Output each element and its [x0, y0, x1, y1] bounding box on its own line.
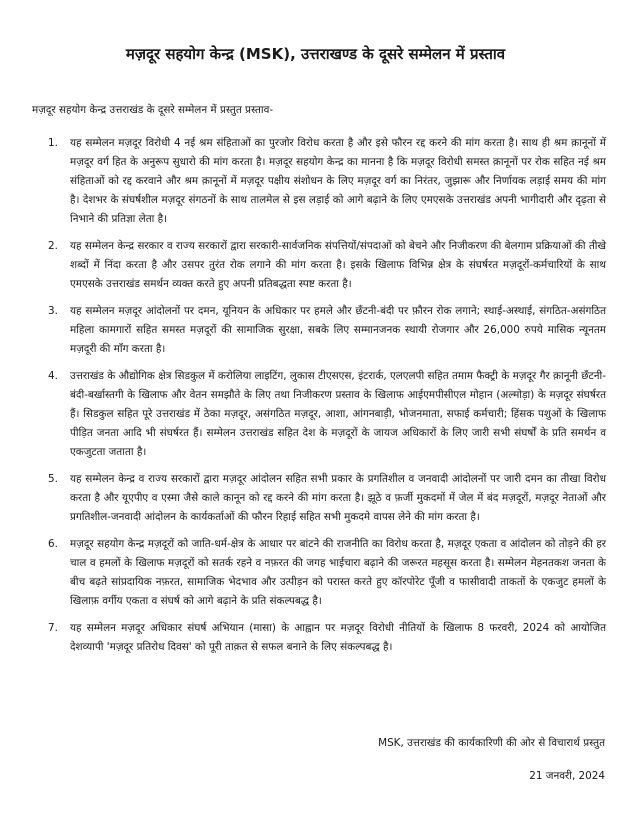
resolution-number: 5.: [48, 473, 58, 485]
intro-line: मज़दूर सहयोग केन्द्र उत्तराखंड के दूसरे सम्मेलन में प्रस्तुत प्रस्ताव-: [32, 104, 274, 116]
resolution-item: [0, 535, 631, 611]
signoff-line: MSK, उत्तराखंड की कार्यकारिणी की ओर से विचारार्थ प्रस्तुत: [378, 737, 605, 749]
document-title: मज़दूर सहयोग केन्द्र (MSK), उत्तराखण्ड के दूसरे सम्मेलन में प्रस्ताव: [125, 45, 506, 63]
resolution-text: यह सम्मेलन केन्द्र व राज्य सरकारों द्वारा मज़दूर आंदोलन सहित सभी प्रकार के प्रगतिशील व जनवादी आंदोलनों पर जारी दमन का तीखा विरोध करता है और यूएपीए व एस्मा जैसे काले कानून को रद्द करने की मांग करता है। झूठे व फ़र्जी मुकदमों में जेल में बंद मज़दूरों, मज़दूर नेताओं और प्रगतिशील-जनवादी आंदोलन के कार्यकर्ताओं की फौरन रिहाई सहित सभी मुकदमे वापस लेने की मांग करता है।: [70, 473, 606, 523]
resolution-text: यह सम्मेलन मज़दूर आंदोलनों पर दमन, यूनियन के अधिकार पर हमले और छँटनी-बंदी पर फ़ौरन रोक लगाने; स्थाई-अस्थाई, संगठित-असंगठित महिला कामगारों सहित समस्त मज़दूरों की सामाजिक सुरक्षा, सबके लिए सम्मानजनक स्थायी रोजगार और 26,000 रुपये मासिक न्यूनतम मज़दूरी की माँग करता है।: [70, 305, 606, 355]
resolution-number: 2.: [48, 240, 58, 252]
resolution-item: [0, 367, 631, 462]
resolution-number: 7.: [48, 622, 58, 634]
resolutions-list: [0, 134, 631, 665]
document-date: 21 जनवरी, 2024: [529, 770, 605, 782]
resolution-number: 6.: [48, 538, 58, 550]
resolution-text: मज़दूर सहयोग केन्द्र मज़दूरों को जाति-धर्म-क्षेत्र के आधार पर बांटने की राजनीति का विरोध करता है, मज़दूर एकता व आंदोलन को तोड़ने की हर चाल व हमलों के खिलाफ मज़दूरों को सतर्क रहने व नफ़रत की जगह भाईचारा बढ़ाने की जरूरत महसूस करता है। सम्मेलन मेहनतकश जनता के बीच बढ़ते सांप्रदायिक नफ़रत, सामाजिक भेदभाव और उत्पीड़न को परास्त करते हुए कॉरपोरेट पूँजी व फासीवादी ताकतों के एकजुट हमलों के खिलाफ़ वर्गीय एकता व संघर्ष को आगे बढ़ाने के प्रति संकल्पबद्ध है।: [70, 538, 606, 607]
resolution-item: [0, 619, 631, 657]
resolution-item: [0, 237, 631, 294]
resolution-item: [0, 470, 631, 527]
resolution-number: 3.: [48, 305, 58, 317]
resolution-number: 1.: [48, 137, 58, 149]
resolution-text: यह सम्मेलन मज़दूर विरोधी 4 नई श्रम संहिताओं का पुरजोर विरोध करता है और इसे फौरन रद्द करने की मांग करता है। साथ ही श्रम क़ानूनों में मज़दूर वर्ग हित के अनुरूप सुधारो की मांग करता है। मज़दूर सहयोग केन्द्र का मानना है कि मज़दूर विरोधी समस्त क़ानूनों पर रोक सहित नई श्रम संहिताओं को रद्द करवाने और श्रम क़ानूनों में मज़दूर पक्षीय संशोधन के लिए मज़दूर वर्ग का निरंतर, जुझारू और निर्णायक लड़ाई समय की मांग है। देशभर के संघर्षशील मज़दूर संगठनों के साथ तालमेल से इस लड़ाई को आगे बढ़ाने के लिए एमएसके उत्तराखंड अपनी भागीदारी और दृढ़ता से निभाने की प्रतिज्ञा लेता है।: [70, 137, 606, 225]
resolution-text: यह सम्मेलन केन्द्र सरकार व राज्य सरकारों द्वारा सरकारी-सार्वजनिक संपत्तियों/संपदाओं को बेचने और निजीकरण की बेलगाम प्रक्रियाओं की तीखे शब्दों में निंदा करता है और उसपर तुरंत रोक लगाने की मांग करता है। इसके खिलाफ विभिन्न क्षेत्र के संघर्षरत मज़दूरों-कर्मचारियों के साथ एमएसके उत्तराखंड समर्थन व्यक्त करते हुए अपनी प्रतिबद्धता स्पष्ट करता है।: [70, 240, 606, 290]
resolution-text: यह सम्मेलन मज़दूर अधिकार संघर्ष अभियान (मासा) के आह्वान पर मज़दूर विरोधी नीतियों के खिलाफ 8 फरवरी, 2024 को आयोजित देशव्यापी 'मज़दूर प्रतिरोध दिवस' को पूरी ताक़त से सफल बनाने के लिए संकल्पबद्ध है।: [70, 622, 606, 653]
resolution-number: 4.: [48, 370, 58, 382]
resolution-item: [0, 134, 631, 229]
resolution-item: [0, 302, 631, 359]
resolution-text: उत्तराखंड के औद्योगिक क्षेत्र सिडकुल में करोलिया लाइटिंग, लुकास टीएसएस, इंटरार्क, एलएलपी सहित तमाम फैक्ट्री के मज़दूर गैर क़ानूनी छँटनी-बंदी-बर्खास्तगी के खिलाफ और वेतन समझौते के लिए तथा निजीकरण प्रस्ताव के खिलाफ आईएमपीसीएल मोहान (अल्मोड़ा) के मज़दूर संघर्षरत हैं। सिडकुल सहित पूरे उत्तराखंड में ठेका मज़दूर, असंगठित मज़दूर, आशा, आंगनबाड़ी, भोजनमाता, सफाई कर्मचारी; हिंसक पशुओं के खिलाफ पीड़ित जनता आदि भी संघर्षरत हैं। सम्मेलन उत्तराखंड सहित देश के मज़दूरों के जायज अधिकारों के लिए जारी सभी संघर्षों के प्रति समर्थन व एकजुटता जताता है।: [70, 370, 606, 458]
